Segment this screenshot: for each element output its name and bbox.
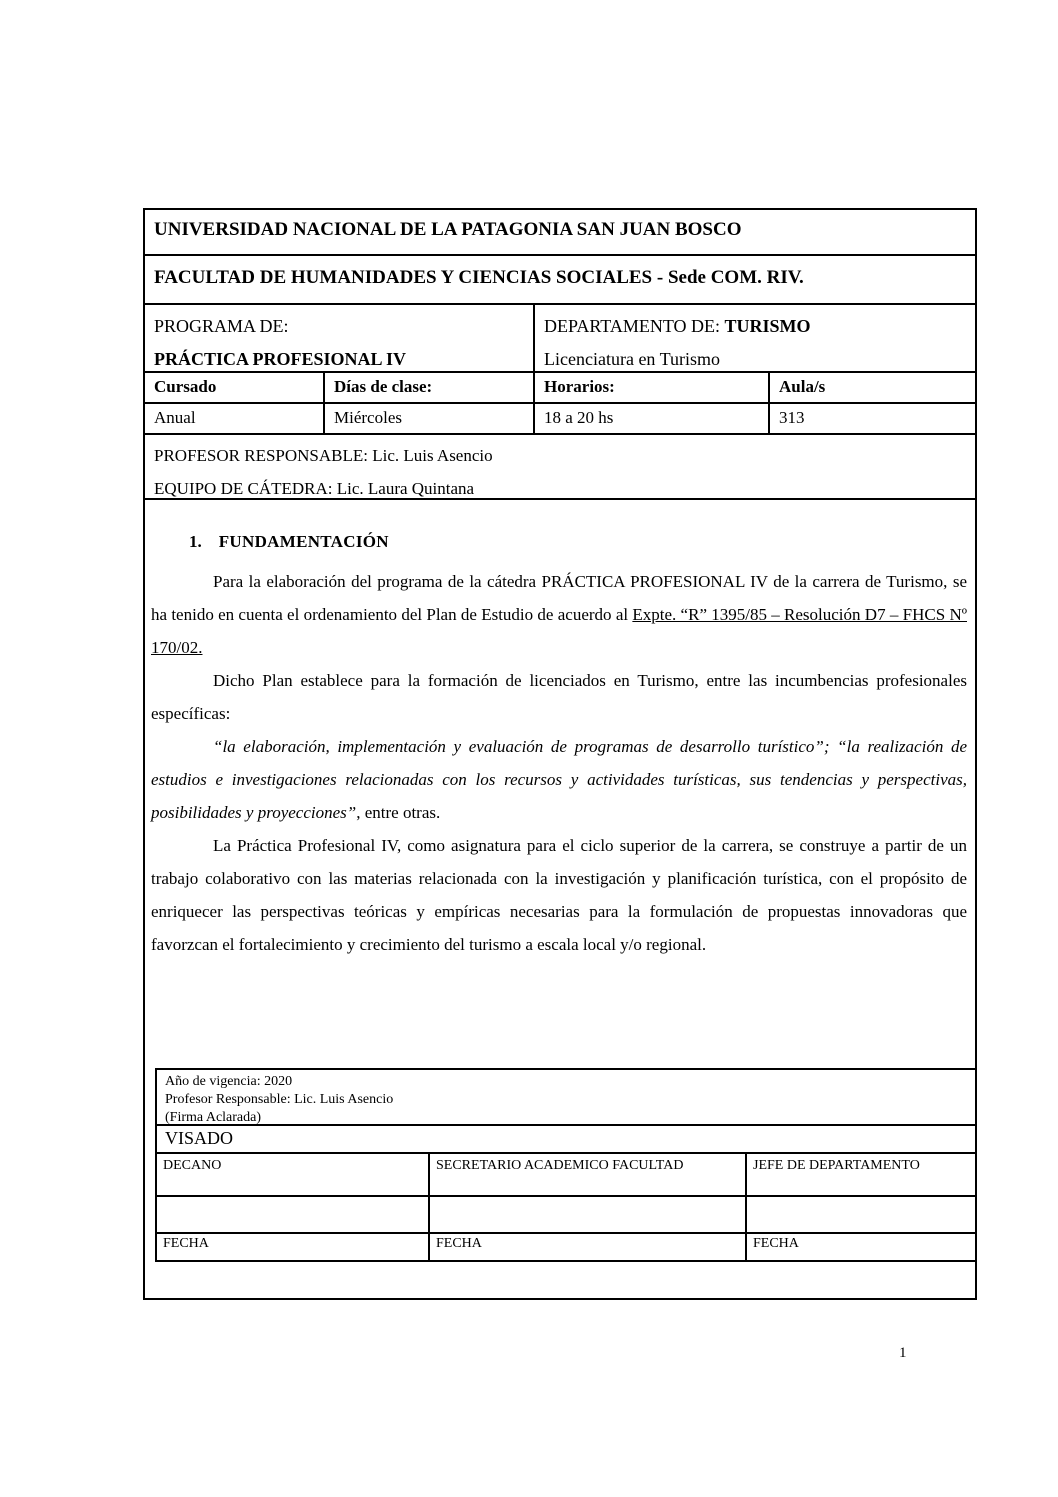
fecha-decano: FECHA <box>157 1234 430 1260</box>
visado-table <box>155 1068 977 1262</box>
schedule-values-row <box>145 404 975 435</box>
schedule-value-dias: Miércoles <box>325 404 535 433</box>
university-name: UNIVERSIDAD NACIONAL DE LA PATAGONIA SAN JUAN BOSCO <box>154 219 742 240</box>
signature-space-secretario <box>430 1197 747 1232</box>
role-decano: DECANO <box>157 1154 430 1195</box>
department-label: DEPARTAMENTO DE: <box>544 316 720 336</box>
degree-name: Licenciatura en Turismo <box>544 349 720 369</box>
program-cell <box>145 305 535 371</box>
firma-aclarada-note: (Firma Aclarada) <box>165 1110 262 1125</box>
schedule-value-aula: 313 <box>779 408 805 427</box>
signature-space-decano <box>157 1197 430 1232</box>
paragraph-4: La Práctica Profesional IV, como asignatura para el ciclo superior de la carrera, se construye a partir de un trabajo colaborativo con las materias relacionada con la investigación y planificación turística, con el propósito de enriquecer las perspectivas teóricas y empíricas necesarias para la formulación de propuestas innovadoras que favorzcan el fortalecimiento y crecimiento del turismo a escala local y/o regional. <box>151 836 967 954</box>
faculty-name: FACULTAD DE HUMANIDADES Y CIENCIAS SOCIALES - Sede COM. RIV. <box>154 267 804 288</box>
section-title: FUNDAMENTACIÓN <box>218 532 389 551</box>
fecha-jefe: FECHA <box>753 1236 799 1251</box>
professor-responsable: PROFESOR RESPONSABLE: Lic. Luis Asencio <box>154 446 493 465</box>
paragraph-1-reference: Expte. “R” 1395/85 – Resolución D7 – FHCS Nº 170/02. <box>151 605 967 657</box>
equipo-catedra: EQUIPO DE CÁTEDRA: Lic. Laura Quintana <box>154 479 475 498</box>
paragraph-1-text: Para la elaboración del programa de la cátedra PRÁCTICA PROFESIONAL IV de la carrera de Turismo, se ha tenido en cuenta el ordenamiento del Plan de Estudio de acuerdo al <box>151 572 967 624</box>
schedule-header-cursado: Cursado <box>145 373 325 402</box>
page-number: 1 <box>899 1345 907 1361</box>
paragraph-2: Dicho Plan establece para la formación de licenciados en Turismo, entre las incumbencias profesionales específicas: <box>151 671 967 723</box>
faculty-header-row <box>145 256 975 305</box>
department-cell <box>535 305 975 371</box>
schedule-header-aula: Aula/s <box>779 377 826 396</box>
fecha-secretario: FECHA <box>430 1234 747 1260</box>
department-line <box>544 310 975 343</box>
university-header-row <box>145 210 975 256</box>
document-body <box>145 525 975 1323</box>
vigencia-cell <box>157 1070 975 1126</box>
fecha-row <box>157 1234 975 1260</box>
section-heading <box>189 525 975 558</box>
visado-roles-row <box>157 1154 975 1197</box>
schedule-value-cursado: Anual <box>145 404 325 433</box>
schedule-header-dias: Días de clase: <box>325 373 535 402</box>
schedule-value-horarios: 18 a 20 hs <box>535 404 770 433</box>
section-number: 1. <box>189 532 202 551</box>
role-jefe-departamento: JEFE DE DEPARTAMENTO <box>753 1158 920 1173</box>
visado-title-cell: VISADO <box>157 1126 975 1154</box>
program-label: PROGRAMA DE: <box>154 316 289 336</box>
program-name: PRÁCTICA PROFESIONAL IV <box>154 349 407 369</box>
department-name: TURISMO <box>724 316 811 336</box>
signature-row <box>157 1197 975 1234</box>
program-document-table <box>143 208 977 1300</box>
paragraph-1 <box>145 565 975 664</box>
paragraph-3-end: , entre otras. <box>356 803 441 822</box>
schedule-header-horarios: Horarios: <box>535 373 770 402</box>
vigencia-professor: Profesor Responsable: Lic. Luis Asencio <box>165 1092 394 1107</box>
schedule-header-row <box>145 373 975 404</box>
role-secretario-academico: SECRETARIO ACADEMICO FACULTAD <box>430 1154 747 1195</box>
program-department-row <box>145 305 975 373</box>
paragraph-3-quote: “la elaboración, implementación y evaluación de programas de desarrollo turístico”; “la realización de estudios e investigaciones relacionadas con los recursos y actividades turísticas, sus tendencias y perspectivas, posibilidades y proyecciones” <box>151 737 967 822</box>
staff-row <box>145 435 975 500</box>
paragraph-3 <box>145 730 975 829</box>
vigencia-year: Año de vigencia: 2020 <box>165 1074 293 1089</box>
signature-space-jefe <box>747 1197 975 1232</box>
